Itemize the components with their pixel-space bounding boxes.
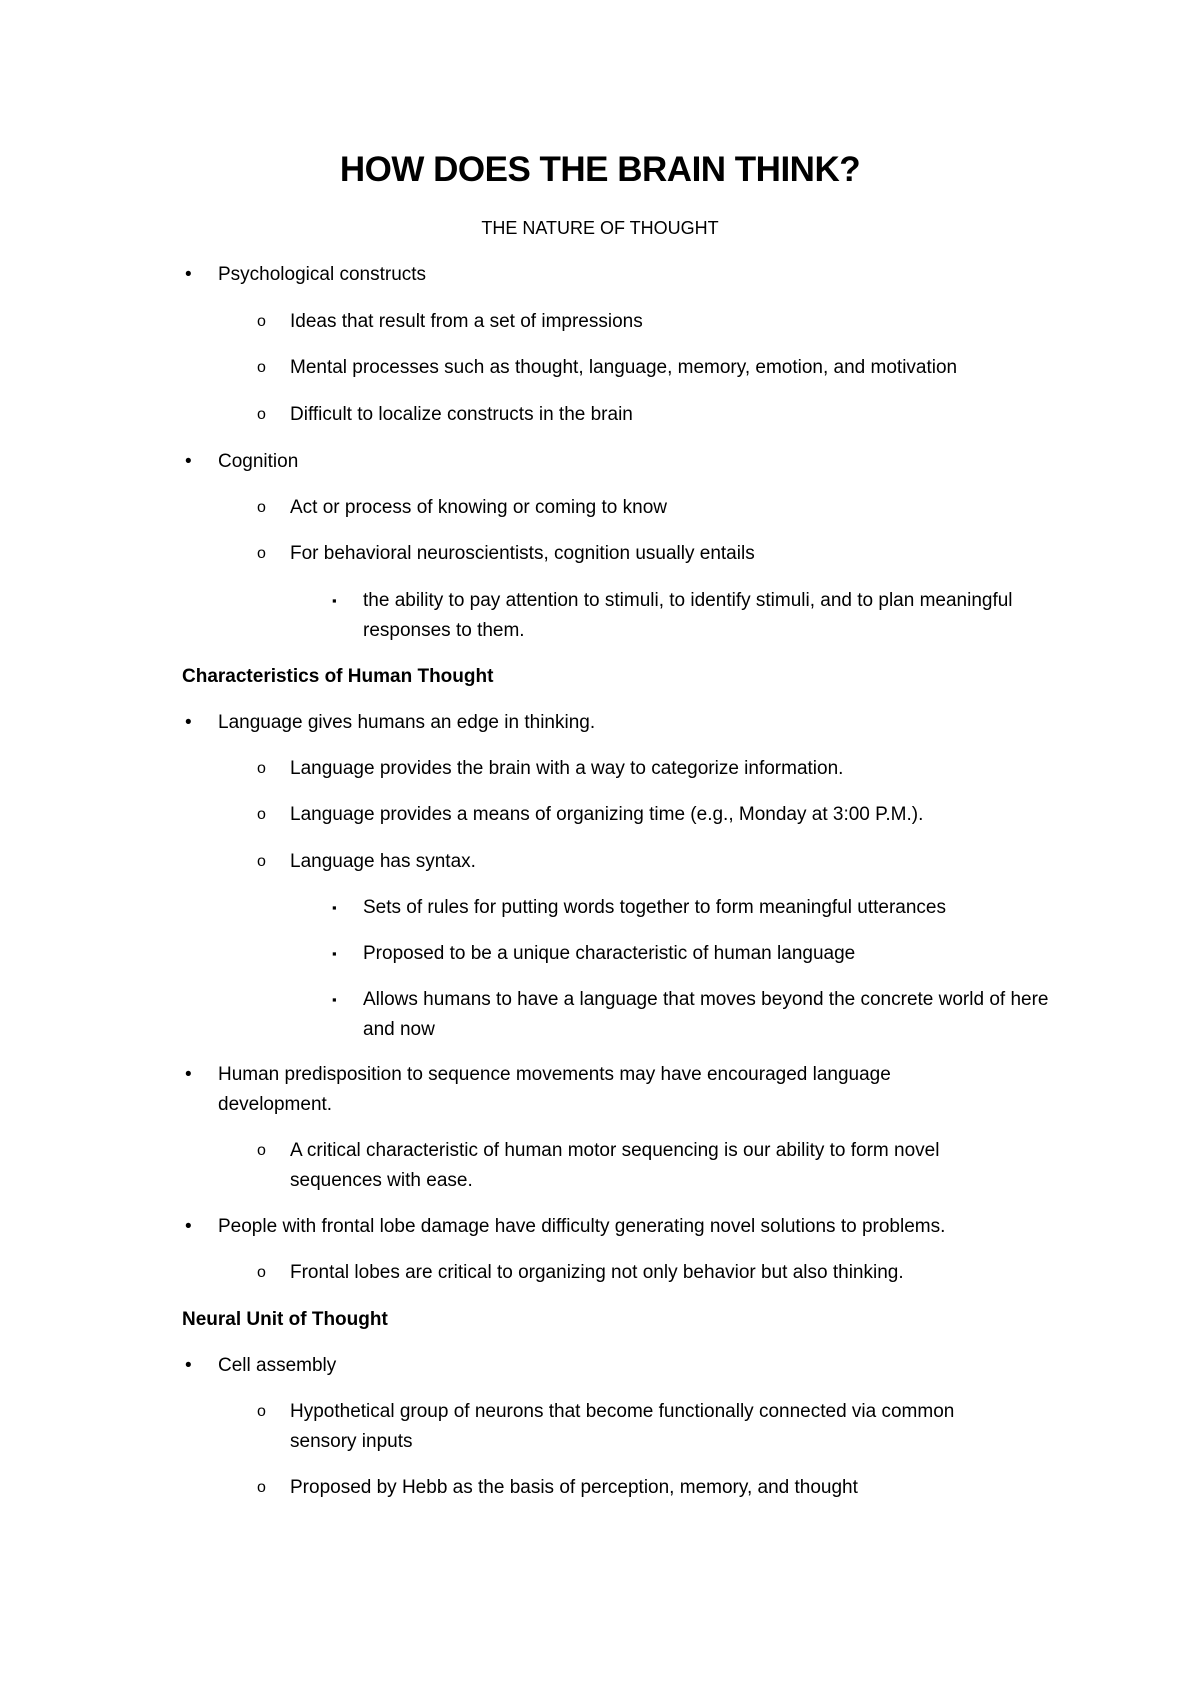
list-item: Proposed by Hebb as the basis of perception, memory, and thought xyxy=(290,1477,858,1498)
list-item: Cell assembly xyxy=(218,1355,337,1376)
list-item: Sets of rules for putting words together to form meaningful utterances xyxy=(363,897,946,918)
bullet-icon: • xyxy=(185,264,192,285)
list-item: People with frontal lobe damage have difficulty generating novel solutions to problems. xyxy=(218,1216,946,1237)
circle-bullet-icon: o xyxy=(257,806,266,823)
list-item: Cognition xyxy=(218,451,299,472)
list-item: Difficult to localize constructs in the brain xyxy=(290,404,633,425)
list-item: Act or process of knowing or coming to know xyxy=(290,497,668,518)
list-item: the ability to pay attention to stimuli, to identify stimuli, and to plan meaningful responses to them. xyxy=(363,590,1013,641)
square-bullet-icon: ▪ xyxy=(332,946,337,961)
square-bullet-icon: ▪ xyxy=(332,992,337,1007)
circle-bullet-icon: o xyxy=(257,359,266,376)
square-bullet-icon: ▪ xyxy=(332,593,337,608)
list-item: Proposed to be a unique characteristic of human language xyxy=(363,943,856,964)
document-title: HOW DOES THE BRAIN THINK? xyxy=(339,150,861,189)
circle-bullet-icon: o xyxy=(257,1142,266,1159)
square-bullet-icon: ▪ xyxy=(332,900,337,915)
list-item: A critical characteristic of human motor sequencing is our ability to form novel sequences with ease. xyxy=(290,1140,940,1191)
list-item: For behavioral neuroscientists, cognition usually entails xyxy=(290,543,755,564)
circle-bullet-icon: o xyxy=(257,499,266,516)
list-item: Mental processes such as thought, language, memory, emotion, and motivation xyxy=(290,357,958,378)
circle-bullet-icon: o xyxy=(257,406,266,423)
bullet-icon: • xyxy=(185,451,192,472)
list-item: Language gives humans an edge in thinking. xyxy=(218,712,596,733)
list-item: Allows humans to have a language that moves beyond the concrete world of here and now xyxy=(363,989,1049,1040)
section-heading: Characteristics of Human Thought xyxy=(182,666,494,687)
list-item: Human predisposition to sequence movements may have encouraged language development. xyxy=(218,1064,891,1115)
bullet-icon: • xyxy=(185,712,192,733)
circle-bullet-icon: o xyxy=(257,853,266,870)
bullet-icon: • xyxy=(185,1355,192,1376)
circle-bullet-icon: o xyxy=(257,313,266,330)
circle-bullet-icon: o xyxy=(257,545,266,562)
document-subtitle: THE NATURE OF THOUGHT xyxy=(481,218,719,238)
bullet-icon: • xyxy=(185,1216,192,1237)
circle-bullet-icon: o xyxy=(257,1403,266,1420)
list-item: Hypothetical group of neurons that become functionally connected via common sensory inputs xyxy=(290,1401,955,1452)
list-item: Language provides a means of organizing time (e.g., Monday at 3:00 P.M.). xyxy=(290,804,924,825)
bullet-icon: • xyxy=(185,1064,192,1085)
circle-bullet-icon: o xyxy=(257,1264,266,1281)
section-heading: Neural Unit of Thought xyxy=(182,1309,388,1330)
list-item: Frontal lobes are critical to organizing not only behavior but also thinking. xyxy=(290,1262,904,1283)
circle-bullet-icon: o xyxy=(257,760,266,777)
list-item: Psychological constructs xyxy=(218,264,427,285)
list-item: Ideas that result from a set of impressions xyxy=(290,311,643,332)
list-item: Language has syntax. xyxy=(290,851,476,872)
list-item: Language provides the brain with a way to categorize information. xyxy=(290,758,844,779)
circle-bullet-icon: o xyxy=(257,1479,266,1496)
